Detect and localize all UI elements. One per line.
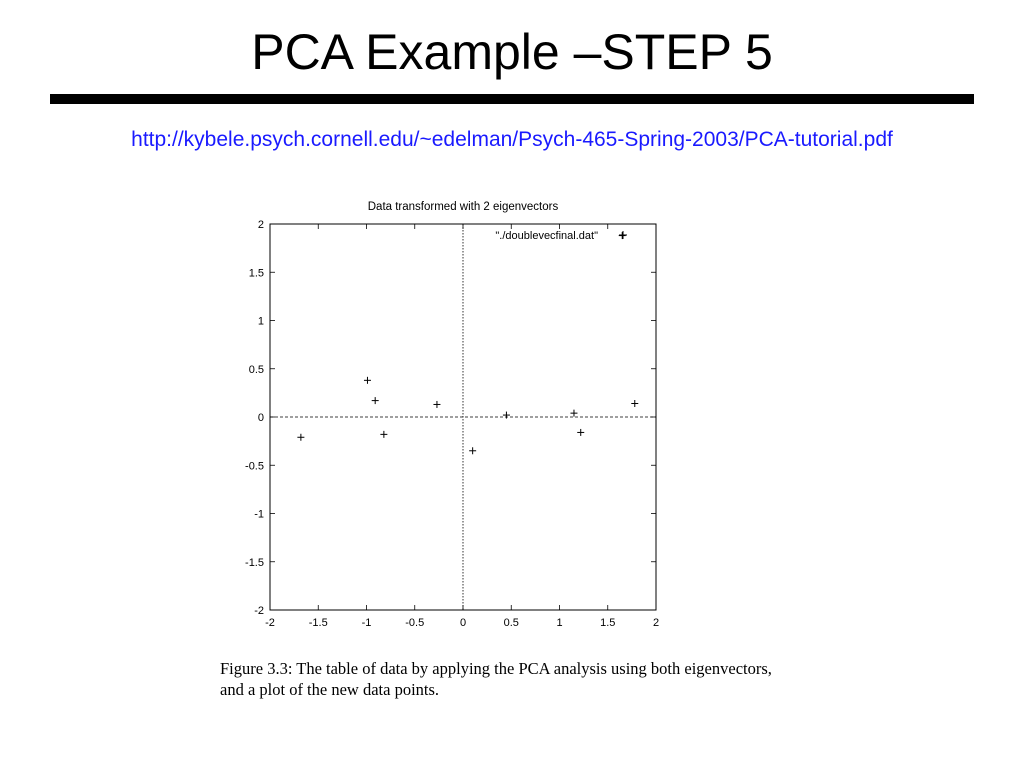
caption-line-2: and a plot of the new data points. — [220, 680, 440, 699]
data-point — [433, 401, 440, 408]
x-tick-label: 1.5 — [600, 617, 616, 629]
y-tick-label: -1 — [254, 508, 264, 521]
data-point — [570, 410, 577, 417]
x-tick-label: -1 — [361, 617, 372, 629]
legend-label: "./doublevecfinal.dat" — [495, 230, 598, 242]
y-tick-label: 0.5 — [248, 363, 264, 376]
data-point — [631, 400, 638, 407]
x-tick-label: 0.5 — [503, 617, 519, 629]
slide-title: PCA Example –STEP 5 — [251, 24, 773, 80]
source-link[interactable]: http://kybele.psych.cornell.edu/~edelman/Psych-465-Spring-2003/PCA-tutorial.pdf — [131, 128, 893, 151]
y-tick-label: -2 — [254, 605, 264, 617]
data-point — [372, 397, 379, 404]
caption-line-1: Figure 3.3: The table of data by applying the PCA analysis using both eigenvectors, — [220, 659, 772, 678]
data-point — [297, 434, 304, 441]
y-tick-label: 0 — [257, 412, 264, 424]
data-point — [619, 232, 626, 239]
data-point — [469, 447, 476, 454]
x-tick-label: -1.5 — [308, 617, 328, 629]
data-point — [380, 431, 387, 438]
data-point — [364, 377, 371, 384]
data-point — [577, 429, 584, 436]
figure-caption — [220, 658, 860, 700]
x-tick-label: -0.5 — [405, 617, 425, 629]
data-point — [503, 412, 510, 419]
chart-title: Data transformed with 2 eigenvectors — [367, 201, 559, 213]
y-tick-label: 1.5 — [248, 267, 264, 280]
y-tick-label: -1.5 — [245, 556, 264, 569]
x-tick-label: 0 — [459, 617, 467, 629]
title-rule — [50, 94, 974, 104]
x-tick-label: 2 — [652, 617, 660, 629]
x-tick-label: -2 — [265, 617, 275, 629]
y-tick-label: 2 — [257, 219, 264, 231]
y-tick-label: 1 — [257, 315, 264, 328]
scatter-chart — [225, 190, 675, 640]
y-tick-label: -0.5 — [245, 460, 264, 473]
x-tick-label: 1 — [556, 617, 563, 629]
